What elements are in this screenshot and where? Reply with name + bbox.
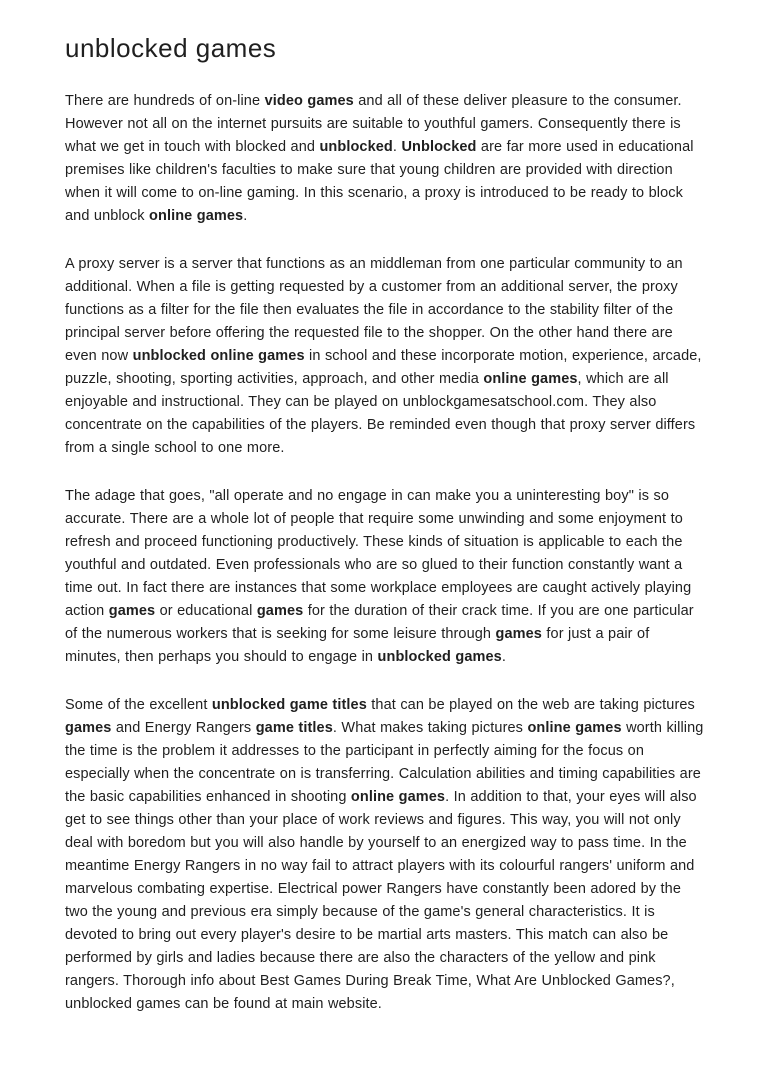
bold-phrase: unblocked game titles xyxy=(211,697,367,713)
bold-phrase: online games xyxy=(483,371,578,387)
bold-phrase: online games xyxy=(527,720,622,736)
text-run: are far more used in educational premises like children's faculties to make sure that young children are provided with direction when it will come to on-line gaming. In this scenario, a proxy is introduced to be ready to block and unblock xyxy=(65,139,694,224)
bold-phrase: unblocked games xyxy=(377,649,502,665)
bold-phrase: games xyxy=(65,720,112,736)
paragraph xyxy=(65,694,705,1016)
text-run: or educational xyxy=(155,603,257,619)
text-run: There are hundreds of on-line xyxy=(65,93,265,109)
bold-phrase: video games xyxy=(264,93,354,109)
text-run: for just a pair of minutes, then perhaps you should to engage in xyxy=(65,626,650,665)
text-run: . xyxy=(501,649,506,665)
text-run: and Energy Rangers xyxy=(111,720,256,736)
paragraph xyxy=(65,253,705,460)
text-run: The adage that goes, "all operate and no engage in can make you a uninteresting boy" is so accurate. There are a whole lot of people that require some unwinding and some enjoyment to refresh and proceed functioning productively. These kinds of situation is applicable to each the youthful and outdated. Even professionals who are so glued to their function constantly want a time out. In fact there are instances that some workplace employees are caught actively playing action xyxy=(65,488,692,619)
text-run: . xyxy=(243,208,248,224)
bold-phrase: games xyxy=(256,603,304,619)
bold-phrase: games xyxy=(108,603,156,619)
bold-phrase: online games xyxy=(350,789,446,805)
text-run: . xyxy=(392,139,402,155)
bold-phrase: unblocked online games xyxy=(132,348,305,364)
bold-phrase: unblocked xyxy=(319,139,393,155)
text-run: Some of the excellent xyxy=(65,697,212,713)
text-run: for the duration of their crack time. If you are one particular of the numerous workers that is seeking for some leisure through xyxy=(65,603,694,642)
text-run: in school and these incorporate motion, experience, arcade, puzzle, shooting, sporting activities, approach, and other media xyxy=(65,348,702,387)
text-run: A proxy server is a server that functions as an middleman from one particular community to an additional. When a file is getting requested by a customer from an additional server, the proxy functions as a filter for the file then evaluates the file in accordance to the stability filter of the principal server before offering the requested file to the shopper. On the other hand there are even now xyxy=(65,256,683,364)
text-run: , which are all enjoyable and instructional. They can be played on unblockgamesatschool.com. They also concentrate on the capabilities of the players. Be reminded even though that proxy server differs from a single school to one more. xyxy=(65,371,696,456)
text-run: that can be played on the web are taking pictures xyxy=(366,697,695,713)
paragraph xyxy=(65,90,705,228)
document-body xyxy=(65,90,705,1016)
bold-phrase: Unblocked xyxy=(401,139,477,155)
page-title: unblocked games xyxy=(65,33,277,63)
bold-phrase: online games xyxy=(149,208,244,224)
text-run: worth killing the time is the problem it addresses to the participant in perfectly aiming for the focus on especially when the concentrate on is transferring. Calculation abilities and timing capabilities are the basic capabilities enhanced in shooting xyxy=(65,720,704,805)
paragraph xyxy=(65,485,705,669)
text-run: . In addition to that, your eyes will also get to see things other than your place of work reviews and figures. This way, you will not only deal with boredom but you will also handle by yourself to an energized way to pass time. In the meantime Energy Rangers in no way fail to attract players with its colourful rangers' uniform and marvelous combating expertise. Electrical power Rangers have constantly been adored by the two the young and previous era simply because of the game's general characteristics. It is devoted to bring out every player's desire to be martial arts masters. This match can also be performed by girls and ladies because there are also the characters of the yellow and pink rangers. Thorough info about Best Games During Break Time, What Are Unblocked Games?, unblocked games can be found at main website. xyxy=(65,789,697,1012)
text-run: and all of these deliver pleasure to the consumer. However not all on the internet pursuits are suitable to youthful gamers. Consequently there is what we get in touch with blocked and xyxy=(65,93,682,155)
bold-phrase: game titles xyxy=(255,720,333,736)
bold-phrase: games xyxy=(495,626,542,642)
text-run: . What makes taking pictures xyxy=(332,720,528,736)
